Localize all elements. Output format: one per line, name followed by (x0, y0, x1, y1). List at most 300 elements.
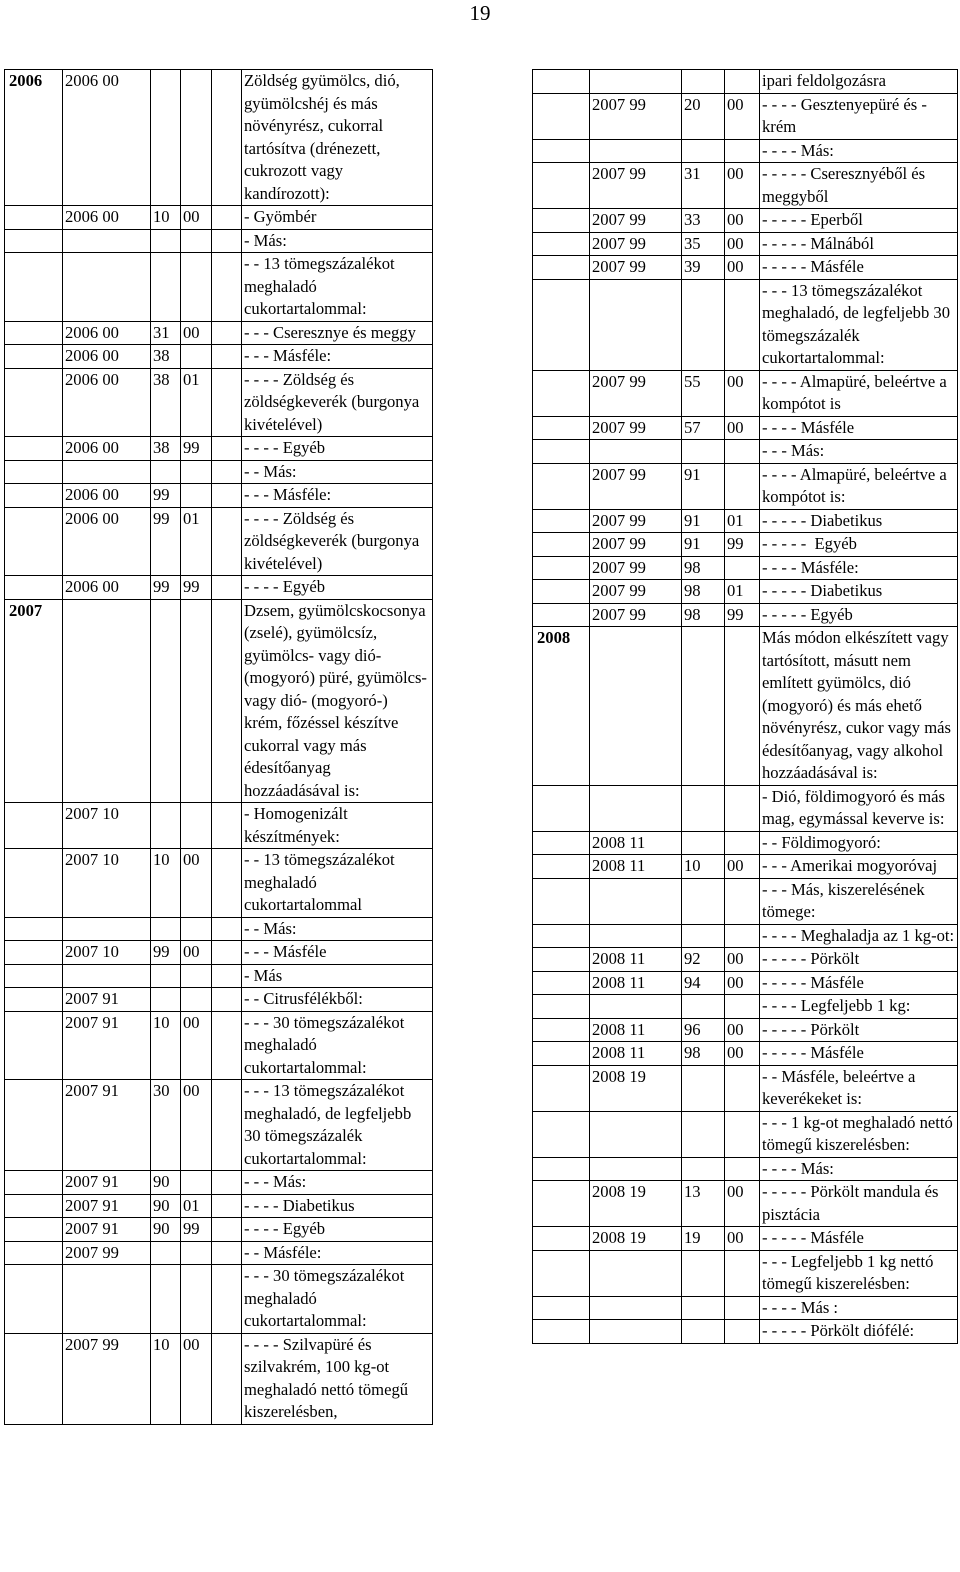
code-part-3-cell (212, 1171, 242, 1195)
code-part-2-cell (181, 460, 212, 484)
code-part-3-cell (212, 507, 242, 576)
table-row (5, 368, 433, 437)
code-part-1-cell: 10 (151, 849, 181, 918)
code-part-2-cell (181, 345, 212, 369)
subheading-code-cell: 2007 10 (63, 941, 151, 965)
description-cell: - - - - Legfeljebb 1 kg: (760, 995, 958, 1019)
heading-code-cell (533, 370, 590, 416)
subheading-code-cell: 2007 99 (590, 163, 682, 209)
heading-code-cell (5, 345, 63, 369)
code-part-1-cell: 90 (151, 1171, 181, 1195)
heading-code-cell (533, 556, 590, 580)
code-part-1-cell (682, 627, 725, 786)
code-part-1-cell (682, 440, 725, 464)
code-part-2-cell: 00 (725, 971, 760, 995)
code-part-3-cell (212, 253, 242, 322)
subheading-code-cell (590, 440, 682, 464)
code-part-1-cell: 10 (151, 1011, 181, 1080)
heading-code-cell (533, 232, 590, 256)
code-part-1-cell: 98 (682, 556, 725, 580)
description-cell: - - Földimogyoró: (760, 831, 958, 855)
code-part-1-cell (151, 460, 181, 484)
code-part-2-cell (725, 1320, 760, 1344)
code-part-2-cell: 00 (181, 941, 212, 965)
code-part-2-cell: 00 (725, 232, 760, 256)
code-part-1-cell: 92 (682, 948, 725, 972)
heading-code-cell (5, 964, 63, 988)
code-part-1-cell (682, 1065, 725, 1111)
subheading-code-cell: 2006 00 (63, 484, 151, 508)
code-part-1-cell: 19 (682, 1227, 725, 1251)
subheading-code-cell (63, 460, 151, 484)
table-row (5, 484, 433, 508)
code-part-1-cell: 99 (151, 941, 181, 965)
heading-code-cell (533, 279, 590, 370)
heading-code-cell (533, 256, 590, 280)
heading-code-cell (533, 463, 590, 509)
subheading-code-cell: 2007 99 (63, 1333, 151, 1424)
subheading-code-cell: 2007 10 (63, 803, 151, 849)
description-cell: - - - - - Pörkölt mandula és pisztácia (760, 1181, 958, 1227)
code-part-2-cell (181, 803, 212, 849)
code-part-1-cell: 38 (151, 345, 181, 369)
code-part-1-cell (151, 964, 181, 988)
code-part-1-cell (151, 599, 181, 803)
table-row (533, 1250, 958, 1296)
description-cell: - - Másféle: (242, 1241, 433, 1265)
description-cell: - - - - - Másféle (760, 1227, 958, 1251)
subheading-code-cell (590, 924, 682, 948)
code-part-2-cell (181, 917, 212, 941)
heading-code-cell (5, 849, 63, 918)
code-part-2-cell (181, 70, 212, 206)
description-cell: - - - - Egyéb (242, 437, 433, 461)
description-cell: - - - - Zöldség és zöldségkeverék (burgonya kivételével) (242, 507, 433, 576)
subheading-code-cell: 2007 99 (590, 232, 682, 256)
description-cell: Dzsem, gyümölcskocsonya (zselé), gyümölcsíz, gyümölcs- vagy dió- (mogyoró) püré, gyümölcs- vagy dió- (mogyoró-) krém, főzéssel készítve cukorral vagy más édesítőanyag hozzáadásával is: (242, 599, 433, 803)
code-part-1-cell: 94 (682, 971, 725, 995)
tariff-table-right (532, 69, 958, 1344)
code-part-2-cell: 01 (181, 1194, 212, 1218)
table-row (533, 948, 958, 972)
code-part-2-cell: 01 (181, 368, 212, 437)
table-row (533, 232, 958, 256)
heading-code-cell (533, 416, 590, 440)
subheading-code-cell: 2008 11 (590, 831, 682, 855)
table-row (5, 1241, 433, 1265)
code-part-2-cell: 99 (181, 576, 212, 600)
subheading-code-cell (63, 599, 151, 803)
code-part-1-cell (151, 917, 181, 941)
code-part-1-cell (682, 831, 725, 855)
code-part-2-cell (725, 279, 760, 370)
heading-code-cell (5, 1194, 63, 1218)
code-part-1-cell (682, 1111, 725, 1157)
code-part-3-cell (212, 345, 242, 369)
subheading-code-cell: 2007 99 (590, 93, 682, 139)
subheading-code-cell: 2006 00 (63, 437, 151, 461)
heading-code-cell (5, 576, 63, 600)
code-part-2-cell: 00 (725, 1227, 760, 1251)
table-row (5, 229, 433, 253)
heading-code-cell (5, 1171, 63, 1195)
subheading-code-cell: 2006 00 (63, 345, 151, 369)
table-row (5, 1080, 433, 1171)
code-part-2-cell: 00 (725, 1181, 760, 1227)
code-part-1-cell (151, 253, 181, 322)
description-cell: Más módon elkészített vagy tartósított, másutt nem említett gyümölcs, dió (mogyoró) és más ehető növényrész, cukor vagy más édesítőanyag, vagy alkohol hozzáadásával is: (760, 627, 958, 786)
table-row (533, 1018, 958, 1042)
code-part-1-cell: 57 (682, 416, 725, 440)
heading-code-cell (5, 988, 63, 1012)
description-cell: - - Citrusfélékből: (242, 988, 433, 1012)
code-part-1-cell (682, 279, 725, 370)
table-row (5, 507, 433, 576)
subheading-code-cell: 2007 91 (63, 1011, 151, 1080)
description-cell: - - - - - Pörkölt diófélé: (760, 1320, 958, 1344)
code-part-1-cell (682, 139, 725, 163)
code-part-2-cell: 00 (181, 321, 212, 345)
description-cell: - - - - Más: (760, 139, 958, 163)
code-part-3-cell (212, 964, 242, 988)
subheading-code-cell: 2007 99 (590, 370, 682, 416)
table-row (5, 599, 433, 803)
code-part-2-cell: 99 (725, 603, 760, 627)
subheading-code-cell: 2007 99 (590, 256, 682, 280)
code-part-2-cell (181, 1171, 212, 1195)
subheading-code-cell (590, 70, 682, 94)
table-row (533, 139, 958, 163)
subheading-code-cell: 2007 10 (63, 849, 151, 918)
description-cell: - - 13 tömegszázalékot meghaladó cukortartalommal (242, 849, 433, 918)
code-part-2-cell (725, 831, 760, 855)
heading-code-cell (533, 1320, 590, 1344)
code-part-2-cell: 01 (181, 507, 212, 576)
subheading-code-cell (590, 1250, 682, 1296)
subheading-code-cell (63, 253, 151, 322)
table-row (5, 70, 433, 206)
code-part-1-cell: 13 (682, 1181, 725, 1227)
description-cell: - - - - - Diabetikus (760, 580, 958, 604)
code-part-1-cell: 96 (682, 1018, 725, 1042)
subheading-code-cell: 2008 11 (590, 855, 682, 879)
heading-code-cell (533, 831, 590, 855)
subheading-code-cell: 2007 99 (63, 1241, 151, 1265)
heading-code-cell (5, 1241, 63, 1265)
code-part-1-cell: 91 (682, 509, 725, 533)
description-cell: - - - - - Eperből (760, 209, 958, 233)
heading-code-cell (5, 253, 63, 322)
code-part-2-cell (181, 964, 212, 988)
heading-code-cell (533, 580, 590, 604)
code-part-2-cell: 00 (181, 1333, 212, 1424)
subheading-code-cell: 2007 99 (590, 416, 682, 440)
code-part-2-cell: 00 (725, 1018, 760, 1042)
table-row (533, 924, 958, 948)
heading-code-cell (533, 1065, 590, 1111)
code-part-1-cell (682, 70, 725, 94)
description-cell: - - - - Másféle (760, 416, 958, 440)
table-row (5, 941, 433, 965)
heading-code-cell (533, 785, 590, 831)
code-part-2-cell: 00 (181, 1080, 212, 1171)
heading-code-cell (533, 995, 590, 1019)
subheading-code-cell: 2008 11 (590, 948, 682, 972)
description-cell: ipari feldolgozásra (760, 70, 958, 94)
code-part-1-cell: 33 (682, 209, 725, 233)
table-row (533, 831, 958, 855)
description-cell: - - - 1 kg-ot meghaladó nettó tömegű kiszerelésben: (760, 1111, 958, 1157)
table-row (533, 556, 958, 580)
table-row (533, 209, 958, 233)
code-part-2-cell (725, 556, 760, 580)
code-part-2-cell (181, 1265, 212, 1334)
description-cell: - - - Másféle (242, 941, 433, 965)
description-cell: - - - - Egyéb (242, 576, 433, 600)
table-row (533, 1181, 958, 1227)
code-part-3-cell (212, 803, 242, 849)
heading-code-cell (5, 229, 63, 253)
code-part-3-cell (212, 849, 242, 918)
subheading-code-cell: 2007 99 (590, 209, 682, 233)
code-part-2-cell: 00 (181, 1011, 212, 1080)
code-part-1-cell (682, 1296, 725, 1320)
table-row (533, 995, 958, 1019)
code-part-2-cell (725, 995, 760, 1019)
code-part-3-cell (212, 988, 242, 1012)
subheading-code-cell (590, 1111, 682, 1157)
code-part-3-cell (212, 484, 242, 508)
code-part-2-cell (181, 988, 212, 1012)
code-part-1-cell: 31 (151, 321, 181, 345)
code-part-3-cell (212, 368, 242, 437)
code-part-2-cell: 00 (725, 1042, 760, 1066)
code-part-2-cell: 00 (725, 948, 760, 972)
subheading-code-cell: 2007 91 (63, 1194, 151, 1218)
code-part-1-cell: 10 (151, 1333, 181, 1424)
code-part-1-cell: 31 (682, 163, 725, 209)
page-number: 19 (469, 1, 491, 25)
subheading-code-cell: 2008 11 (590, 1042, 682, 1066)
subheading-code-cell: 2008 19 (590, 1065, 682, 1111)
table-row (533, 163, 958, 209)
code-part-2-cell (725, 785, 760, 831)
heading-code-cell (533, 924, 590, 948)
description-cell: - - 13 tömegszázalékot meghaladó cukortartalommal: (242, 253, 433, 322)
code-part-2-cell (725, 463, 760, 509)
code-part-2-cell: 00 (725, 370, 760, 416)
code-part-1-cell: 55 (682, 370, 725, 416)
code-part-1-cell (682, 1250, 725, 1296)
description-cell: - - - - - Másféle (760, 1042, 958, 1066)
description-cell: - - - - - Egyéb (760, 533, 958, 557)
code-part-2-cell: 99 (181, 1218, 212, 1242)
subheading-code-cell (590, 1320, 682, 1344)
table-row (533, 1042, 958, 1066)
heading-code-cell (533, 209, 590, 233)
code-part-1-cell: 10 (682, 855, 725, 879)
subheading-code-cell: 2007 99 (590, 463, 682, 509)
description-cell: - Dió, földimogyoró és más mag, egymással keverve is: (760, 785, 958, 831)
code-part-1-cell: 99 (151, 576, 181, 600)
code-part-1-cell (151, 1265, 181, 1334)
table-row (5, 803, 433, 849)
description-cell: - - - 13 tömegszázalékot meghaladó, de legfeljebb 30 tömegszázalék cukortartalommal: (242, 1080, 433, 1171)
code-part-1-cell: 99 (151, 484, 181, 508)
table-row (5, 1011, 433, 1080)
code-part-1-cell: 91 (682, 463, 725, 509)
code-part-1-cell: 39 (682, 256, 725, 280)
table-row (533, 440, 958, 464)
description-cell: - - - - Zöldség és zöldségkeverék (burgonya kivételével) (242, 368, 433, 437)
heading-code-cell: 2007 (5, 599, 63, 803)
heading-code-cell (533, 533, 590, 557)
code-part-2-cell (725, 1296, 760, 1320)
code-part-2-cell: 99 (725, 533, 760, 557)
subheading-code-cell (63, 917, 151, 941)
code-part-3-cell (212, 460, 242, 484)
code-part-3-cell (212, 229, 242, 253)
subheading-code-cell: 2008 19 (590, 1227, 682, 1251)
heading-code-cell (5, 321, 63, 345)
code-part-3-cell (212, 917, 242, 941)
code-part-2-cell: 00 (181, 206, 212, 230)
table-row (5, 576, 433, 600)
description-cell: - - - Más: (242, 1171, 433, 1195)
code-part-1-cell (151, 803, 181, 849)
code-part-1-cell (151, 1241, 181, 1265)
code-part-2-cell: 00 (725, 416, 760, 440)
code-part-1-cell: 91 (682, 533, 725, 557)
code-part-2-cell (725, 139, 760, 163)
subheading-code-cell: 2006 00 (63, 70, 151, 206)
code-part-1-cell: 38 (151, 368, 181, 437)
table-row (533, 533, 958, 557)
table-row (533, 580, 958, 604)
heading-code-cell (533, 603, 590, 627)
heading-code-cell (5, 1080, 63, 1171)
table-row (5, 1218, 433, 1242)
description-cell: - - - - Szilvapüré és szilvakrém, 100 kg-ot meghaladó nettó tömegű kiszerelésben, (242, 1333, 433, 1424)
code-part-2-cell: 00 (725, 163, 760, 209)
code-part-3-cell (212, 321, 242, 345)
subheading-code-cell (590, 785, 682, 831)
code-part-2-cell (725, 1157, 760, 1181)
table-row (533, 1320, 958, 1344)
table-row (533, 416, 958, 440)
heading-code-cell (533, 855, 590, 879)
subheading-code-cell (63, 1265, 151, 1334)
table-row (5, 964, 433, 988)
heading-code-cell (5, 206, 63, 230)
code-part-3-cell (212, 206, 242, 230)
code-part-1-cell: 35 (682, 232, 725, 256)
code-part-1-cell: 90 (151, 1194, 181, 1218)
description-cell: - - - Másféle: (242, 345, 433, 369)
table-row (533, 1065, 958, 1111)
code-part-3-cell (212, 941, 242, 965)
description-cell: - - - - Más : (760, 1296, 958, 1320)
heading-code-cell (533, 971, 590, 995)
subheading-code-cell (590, 139, 682, 163)
subheading-code-cell (63, 229, 151, 253)
table-row (533, 603, 958, 627)
subheading-code-cell (590, 878, 682, 924)
subheading-code-cell: 2007 99 (590, 533, 682, 557)
table-row (533, 1227, 958, 1251)
heading-code-cell (5, 1265, 63, 1334)
table-row (533, 971, 958, 995)
heading-code-cell (533, 163, 590, 209)
heading-code-cell (533, 1250, 590, 1296)
heading-code-cell (5, 507, 63, 576)
table-row (5, 1265, 433, 1334)
code-part-2-cell: 00 (181, 849, 212, 918)
heading-code-cell (5, 803, 63, 849)
table-row (5, 437, 433, 461)
code-part-1-cell (682, 924, 725, 948)
heading-code-cell (5, 1218, 63, 1242)
table-row (5, 345, 433, 369)
subheading-code-cell (590, 279, 682, 370)
description-cell: - Más: (242, 229, 433, 253)
code-part-2-cell (181, 599, 212, 803)
table-row (533, 93, 958, 139)
table-row (533, 785, 958, 831)
code-part-1-cell (682, 878, 725, 924)
code-part-3-cell (212, 70, 242, 206)
subheading-code-cell (590, 1157, 682, 1181)
heading-code-cell (5, 1011, 63, 1080)
code-part-2-cell: 01 (725, 580, 760, 604)
description-cell: - Gyömbér (242, 206, 433, 230)
code-part-3-cell (212, 1194, 242, 1218)
subheading-code-cell: 2007 91 (63, 1218, 151, 1242)
code-part-2-cell: 00 (725, 93, 760, 139)
table-row (533, 878, 958, 924)
heading-code-cell (533, 1042, 590, 1066)
table-row (5, 1333, 433, 1424)
description-cell: - - - Legfeljebb 1 kg nettó tömegű kiszerelésben: (760, 1250, 958, 1296)
description-cell: Zöldség gyümölcs, dió, gyümölcshéj és más növényrész, cukorral tartósítva (drénezett, cukrozott vagy kandírozott): (242, 70, 433, 206)
heading-code-cell (533, 70, 590, 94)
description-cell: - - - - - Cseresznyéből és meggyből (760, 163, 958, 209)
table-row (533, 855, 958, 879)
description-cell: - - - - Meghaladja az 1 kg-ot: (760, 924, 958, 948)
table-row (533, 463, 958, 509)
heading-code-cell (533, 509, 590, 533)
code-part-3-cell (212, 1011, 242, 1080)
table-row (5, 460, 433, 484)
description-cell: - - - - Almapüré, beleértve a kompótot is: (760, 463, 958, 509)
code-part-1-cell: 38 (151, 437, 181, 461)
description-cell: - - - - Egyéb (242, 1218, 433, 1242)
code-part-1-cell: 98 (682, 603, 725, 627)
subheading-code-cell (590, 627, 682, 786)
table-row (5, 917, 433, 941)
code-part-3-cell (212, 1080, 242, 1171)
code-part-2-cell: 01 (725, 509, 760, 533)
code-part-2-cell (181, 1241, 212, 1265)
description-cell: - - - - Gesztenyepüré és -krém (760, 93, 958, 139)
code-part-2-cell (725, 627, 760, 786)
code-part-2-cell (725, 70, 760, 94)
heading-code-cell (533, 1018, 590, 1042)
subheading-code-cell: 2007 99 (590, 603, 682, 627)
table-row (5, 321, 433, 345)
code-part-2-cell (725, 1111, 760, 1157)
code-part-1-cell (682, 785, 725, 831)
